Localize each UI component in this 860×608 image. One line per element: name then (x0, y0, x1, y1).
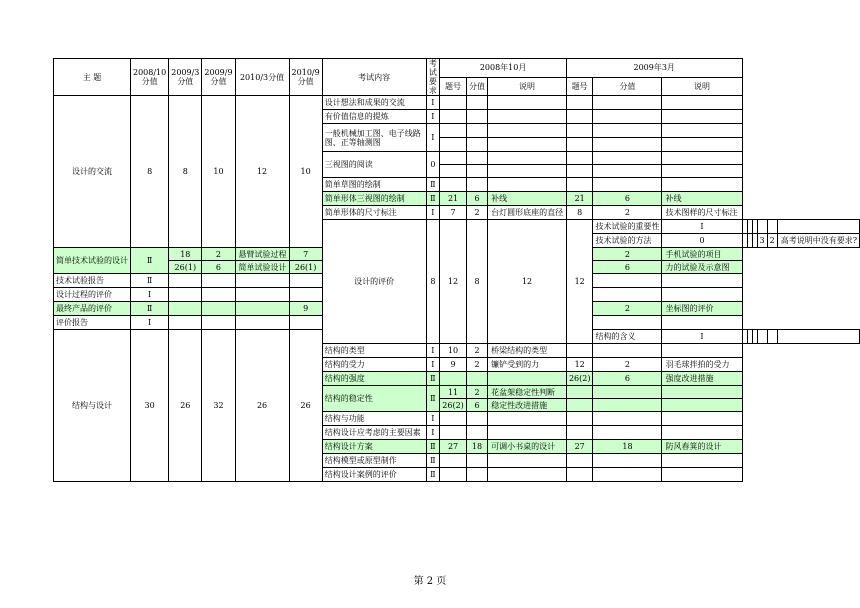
section-score: 12 (235, 96, 289, 248)
section-score: 8 (466, 220, 487, 344)
content-cell: 简单草图的绘制 (322, 178, 426, 192)
qno-cell: 3 (757, 234, 767, 248)
qno-cell: 9 (440, 358, 467, 372)
section-score: 32 (202, 330, 235, 482)
note-cell: 技术图样的尺寸标注 (662, 206, 742, 220)
header-2009-3: 2009/3分值 (169, 59, 202, 96)
req-cell: Ⅱ (426, 178, 440, 192)
section-score: 30 (131, 330, 169, 482)
content-cell: 简单形体的尺寸标注 (322, 206, 426, 220)
score-cell: 6 (466, 192, 487, 206)
section-score: 12 (566, 220, 593, 344)
req-cell: Ⅰ (426, 110, 440, 124)
req-cell: Ⅱ (426, 454, 440, 468)
score-cell: 2 (593, 248, 662, 261)
section-score: 10 (289, 96, 322, 248)
req-cell: Ⅱ (131, 302, 169, 316)
score-cell: 6 (593, 372, 662, 386)
content-cell: 评价报告 (54, 316, 131, 330)
req-cell: Ⅱ (426, 440, 440, 454)
qno-cell: 21 (440, 192, 467, 206)
qno-cell: 7 (289, 248, 322, 261)
content-cell: 结构设计案例的评价 (322, 468, 426, 482)
req-cell: Ⅰ (662, 330, 742, 344)
content-cell: 结构的类型 (322, 344, 426, 358)
section-score: 12 (488, 220, 567, 344)
content-cell: 技术试验报告 (54, 274, 131, 288)
note-cell: 坐标图的评价 (662, 302, 742, 316)
note-cell: 手机试验的项目 (662, 248, 742, 261)
score-cell: 18 (593, 440, 662, 454)
section-score: 26 (169, 330, 202, 482)
section-topic: 设计的交流 (54, 96, 131, 248)
note-cell: 羽毛球拌拍的受力 (662, 358, 742, 372)
score-cell: 2 (466, 344, 487, 358)
section-score: 26 (289, 330, 322, 482)
page-footer: 第 2 页 (413, 576, 447, 587)
header-qno: 题号 (566, 77, 593, 96)
header-exam-2008-10: 2008年10月 (440, 59, 567, 78)
req-cell: Ⅱ (131, 248, 169, 274)
note-cell: 悬臂试验过程 (235, 248, 289, 261)
qno-cell: 8 (566, 206, 593, 220)
score-cell: 2 (466, 206, 487, 220)
qno-cell: 26(1) (169, 261, 202, 274)
content-cell: 简单技术试验的设计 (54, 248, 131, 274)
req-cell: Ⅰ (131, 288, 169, 302)
header-2008-10: 2008/10分值 (131, 59, 169, 96)
req-cell: Ⅰ (426, 412, 440, 426)
req-cell: Ⅰ (426, 426, 440, 440)
qno-cell: 26(2) (440, 399, 467, 412)
qno-cell: 27 (440, 440, 467, 454)
req-cell: Ⅰ (426, 124, 440, 152)
section-score: 8 (131, 96, 169, 248)
req-cell: Ⅰ (426, 96, 440, 110)
header-2010-3: 2010/3分值 (235, 59, 289, 96)
qno-cell: 26(2) (566, 372, 593, 386)
note-cell: 镰铲受到的力 (488, 358, 567, 372)
req-cell: Ⅱ (426, 386, 440, 412)
req-cell: Ⅱ (131, 274, 169, 288)
score-cell: 2 (466, 386, 487, 399)
req-cell: 0 (662, 234, 742, 248)
req-cell: Ⅰ (131, 316, 169, 330)
note-cell: 补线 (488, 192, 567, 206)
qno-cell: 9 (289, 302, 322, 316)
content-cell: 技术试验的重要性 (593, 220, 662, 234)
content-cell: 最终产品的评价 (54, 302, 131, 316)
header-exam-2009-3: 2009年3月 (566, 59, 742, 78)
header-score: 分值 (593, 77, 662, 96)
qno-cell: 10 (440, 344, 467, 358)
note-cell: 力的试验及示意图 (662, 261, 742, 274)
content-cell: 有价值信息的提炼 (322, 110, 426, 124)
note-cell: 简单试验设计 (235, 261, 289, 274)
content-cell: 一般机械加工图、电子线路图、正等轴测图 (322, 124, 426, 152)
content-cell: 结构与功能 (322, 412, 426, 426)
note-cell: 台灯圆形底座的直径 (488, 206, 567, 220)
content-cell: 简单形体三视图的绘制 (322, 192, 426, 206)
score-cell: 18 (466, 440, 487, 454)
score-cell: 2 (593, 358, 662, 372)
content-cell: 结构设计应考虑的主要因素 (322, 426, 426, 440)
qno-cell: 11 (440, 386, 467, 399)
qno-cell: 21 (566, 192, 593, 206)
req-cell: Ⅱ (426, 192, 440, 206)
section-score: 26 (235, 330, 289, 482)
score-cell: 2 (593, 302, 662, 316)
note-cell: 可调小书桌的设计 (488, 440, 567, 454)
header-note: 说明 (488, 77, 567, 96)
score-cell: 6 (202, 261, 235, 274)
qno-cell: 27 (566, 440, 593, 454)
table-row (54, 96, 860, 110)
section-topic: 设计的评价 (322, 220, 426, 344)
content-cell: 结构的含义 (593, 330, 662, 344)
content-cell: 结构的稳定性 (322, 386, 426, 412)
req-cell: 0 (426, 152, 440, 178)
qno-cell: 12 (566, 358, 593, 372)
section-topic: 结构与设计 (54, 330, 131, 482)
header-content: 考试内容 (322, 59, 426, 96)
content-cell: 结构设计方案 (322, 440, 426, 454)
note-cell: 花盆架稳定性判断 (488, 386, 567, 399)
header-qno: 题号 (440, 77, 467, 96)
score-cell: 2 (202, 248, 235, 261)
note-cell: 补线 (662, 192, 742, 206)
header-topic: 主 题 (54, 59, 131, 96)
content-cell: 结构模型或原型制作 (322, 454, 426, 468)
req-cell: Ⅰ (426, 206, 440, 220)
score-cell: 2 (593, 206, 662, 220)
req-cell: Ⅰ (662, 220, 742, 234)
content-cell: 设计想法和成果的交流 (322, 96, 426, 110)
content-cell: 结构的受力 (322, 358, 426, 372)
header-note: 说明 (662, 77, 742, 96)
header-requirement: 考试要求 (426, 59, 440, 96)
req-cell: Ⅱ (426, 468, 440, 482)
req-cell: Ⅱ (426, 372, 440, 386)
header-2010-9: 2010/9分值 (289, 59, 322, 96)
note-cell: 防风春箕的设计 (662, 440, 742, 454)
section-score: 8 (426, 220, 440, 344)
qno-cell: 26(1) (289, 261, 322, 274)
content-cell: 三视图的阅读 (322, 152, 426, 178)
note-cell: 稳定性改进措施 (488, 399, 567, 412)
req-cell: Ⅰ (426, 344, 440, 358)
note-cell: 桥梁结构的类型 (488, 344, 567, 358)
section-score: 8 (169, 96, 202, 248)
header-2009-9: 2009/9分值 (202, 59, 235, 96)
note-cell: 高考说明中没有要求? (777, 234, 859, 248)
content-cell: 设计过程的评价 (54, 288, 131, 302)
score-cell: 2 (466, 358, 487, 372)
content-cell: 技术试验的方法 (593, 234, 662, 248)
score-cell: 6 (593, 261, 662, 274)
score-cell: 6 (466, 399, 487, 412)
score-cell: 2 (767, 234, 777, 248)
content-cell: 结构的强度 (322, 372, 426, 386)
exam-analysis-table (53, 58, 860, 482)
qno-cell: 7 (440, 206, 467, 220)
section-score: 12 (440, 220, 467, 344)
req-cell: Ⅰ (426, 358, 440, 372)
header-score: 分值 (466, 77, 487, 96)
score-cell: 6 (593, 192, 662, 206)
note-cell: 强度改进措施 (662, 372, 742, 386)
qno-cell: 18 (169, 248, 202, 261)
section-score: 10 (202, 96, 235, 248)
